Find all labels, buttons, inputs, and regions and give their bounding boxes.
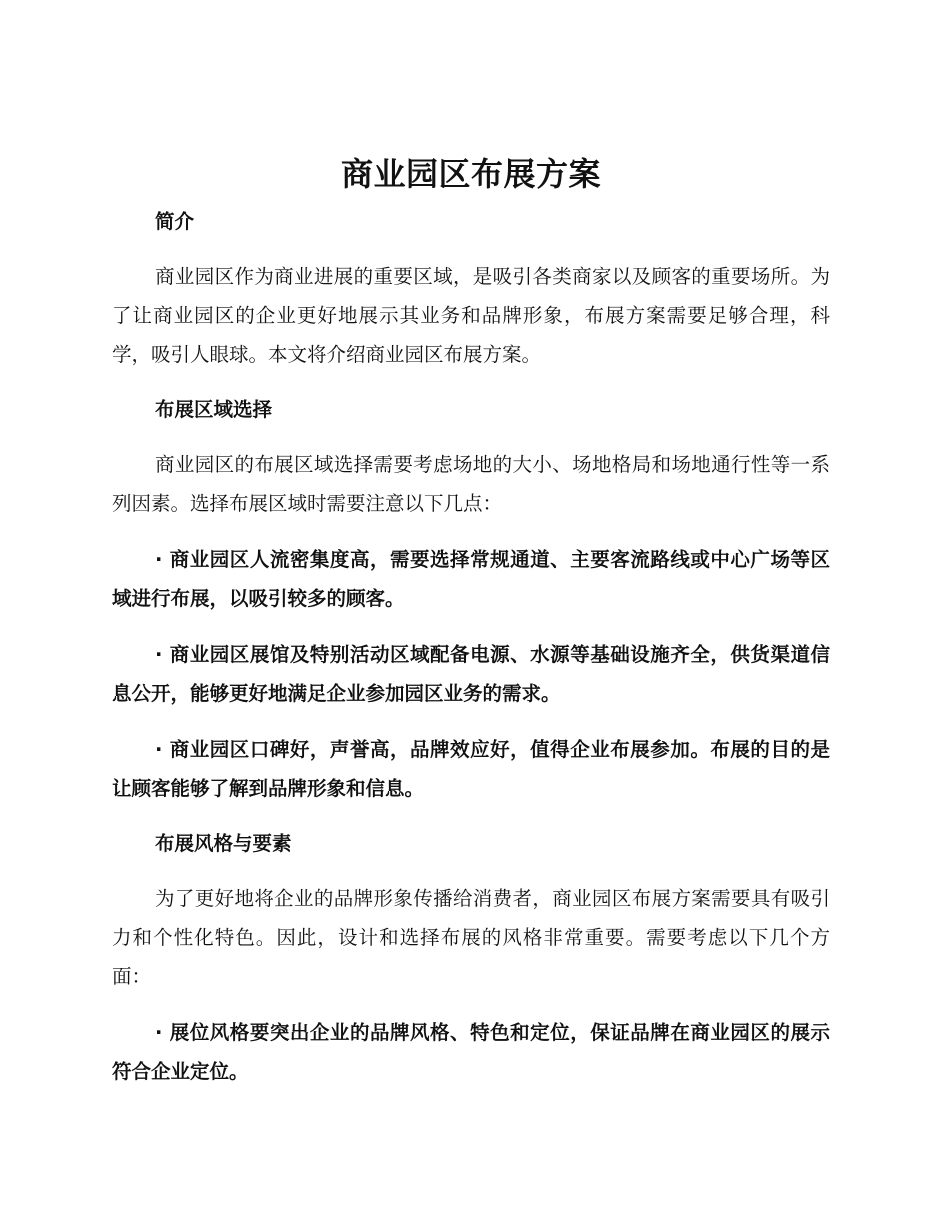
section-paragraph-area-selection: 商业园区的布展区域选择需要考虑场地的大小、场地格局和场地通行性等一系列因素。选择布展区域时需要注意以下几点： bbox=[112, 453, 830, 515]
section-paragraph-intro: 商业园区作为商业进展的重要区域，是吸引各类商家以及顾客的重要场所。为了让商业园区的企业更好地展示其业务和品牌形象，布展方案需要足够合理，科学，吸引人眼球。本文将介绍商业园区布展方案。 bbox=[112, 265, 830, 366]
document-title: 商业园区布展方案 bbox=[340, 155, 601, 193]
bullet-item: · 展位风格要突出企业的品牌风格、特色和定位，保证品牌在商业园区的展示符合企业定位。 bbox=[112, 1021, 830, 1083]
section-heading-style-elements: 布展风格与要素 bbox=[155, 832, 292, 855]
section-heading-area-selection: 布展区域选择 bbox=[155, 398, 273, 421]
bullet-item: · 商业园区口碑好，声誉高，品牌效应好，值得企业布展参加。布展的目的是让顾客能够了解到品牌形象和信息。 bbox=[112, 738, 830, 800]
section-heading-intro: 简介 bbox=[155, 210, 195, 233]
section-paragraph-style-elements: 为了更好地将企业的品牌形象传播给消费者，商业园区布展方案需要具有吸引力和个性化特色。因此，设计和选择布展的风格非常重要。需要考虑以下几个方面： bbox=[112, 887, 830, 988]
bullet-item: · 商业园区人流密集度高，需要选择常规通道、主要客流路线或中心广场等区域进行布展，以吸引较多的顾客。 bbox=[112, 548, 830, 610]
document-page bbox=[112, 148, 830, 1091]
bullet-item: · 商业园区展馆及特别活动区域配备电源、水源等基础设施齐全，供货渠道信息公开，能够更好地满足企业参加园区业务的需求。 bbox=[112, 643, 830, 705]
